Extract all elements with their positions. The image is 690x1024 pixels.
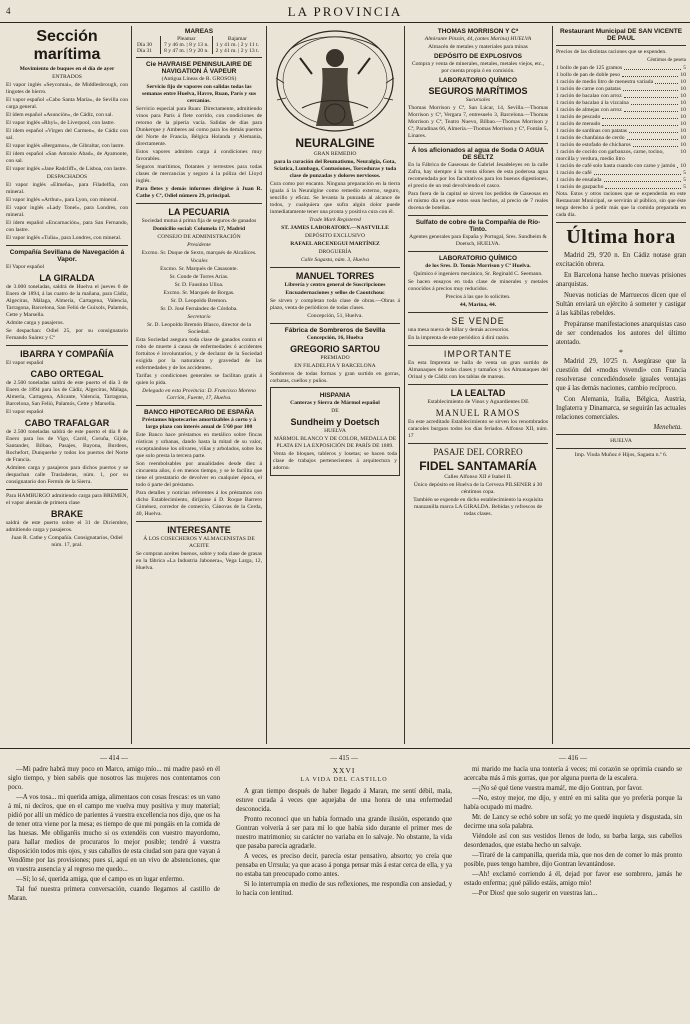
hispania-name: Sundheim y Doetsch	[290, 417, 380, 427]
leader-dots	[622, 72, 678, 77]
news-item: Prepáranse manifestaciones anarquistas caso de ser condenados los autores del último atentado.	[556, 321, 686, 346]
news-list-2	[556, 357, 686, 422]
torres-sub2: Encuadernaciones y sellos de Caoutchouc	[285, 290, 385, 296]
despachado-item: El vapor inglés «Tulia», para Londres, con mineral.	[6, 235, 122, 241]
folletin-paragraph: —Tiraré de la campanilla, querida mía, que nos den de comer lo más pronto posible, pues tengo hambre, dijo Gontran levantándose.	[464, 852, 682, 868]
neuralgine-illustration	[272, 28, 398, 134]
restaurant-col-label: Céntimos de peseta	[647, 58, 686, 63]
ship-trafalgar: CABO TRAFALGAR	[24, 418, 110, 428]
despachado-item: El vapor inglés «Lady Tonel», para Londres, con mineral.	[6, 205, 128, 218]
imprenta-city: HUELVA	[610, 438, 632, 444]
column-ads-2	[270, 26, 400, 744]
price-value: 5	[683, 177, 686, 183]
labq-text2: Se hacen ensayos en toda clase de minerales y metales conocidos á precios muy reducidos.	[408, 279, 548, 292]
folletin-page-number: — 415 —	[330, 754, 358, 762]
sartou-sub2: EN FILADELFIA Y BARCELONA	[294, 363, 376, 369]
folletin-page-number: — 414 —	[100, 754, 128, 762]
entrados-heading: ENTRADOS	[52, 74, 82, 80]
interesante-sub: Á LOS COSECHEROS Y ALMACENISTAS DE ACEITE	[143, 536, 255, 549]
soda-text2: Para fuera de la capital se sirven los pedidos de Gaseosas en el mismo día en que estos sean hechos, al precio de 7 reales docena de botellas.	[408, 191, 548, 211]
restaurant-note: Nota. Estos y otros raciones que se expenderán en este Restaurant Municipal, se servirán al público, sin que éste tenga derecho á pedir más que la comida preparada en cada día.	[556, 191, 686, 218]
neuralgine-agent2: RAFAEL ARCENEGUI MARTÍNEZ	[290, 241, 380, 247]
folletin-column-3	[464, 754, 682, 1020]
price-row	[556, 86, 686, 93]
price-value: 10	[680, 121, 686, 127]
folletin-paragraph: —Sí; lo sé, querida amiga, que el campo es un lugar enfermo.	[16, 876, 184, 883]
neuralgine-lab: ST. JAMES LABORATORY.—NASTVILLE	[281, 225, 389, 231]
price-row	[556, 149, 686, 163]
brake-text: saldrá de este puerto sobre el 31 de Diciembre, admitiendo carga y pasajeros.	[6, 520, 128, 533]
folletin-text	[236, 787, 452, 898]
divider	[556, 222, 686, 223]
price-value: 10	[680, 142, 686, 148]
divider	[408, 312, 548, 313]
morrison-heading: THOMAS MORRISON Y Cª	[437, 28, 519, 35]
ortegal-sub: El vapor español	[6, 409, 44, 415]
price-value: 10	[680, 72, 686, 78]
leader-dots	[623, 86, 679, 91]
banco-text: Este Banco hace préstamos en metálico sobre fincas rústicas y urbanas, dando hasta la mitad de su valor, exceptuándose los olivares, viñas y arbolados, sobre los que solo presta la tercera parte.	[136, 432, 262, 459]
folletin-rule	[0, 748, 690, 749]
price-item: 1 ración de café	[556, 170, 592, 176]
divider	[556, 45, 686, 46]
leader-dots	[602, 114, 678, 119]
banco-sub: Préstamos hipotecarios amortizables á corto y á largo plazo con interés anual de 5'60 por 100	[141, 417, 257, 430]
bajamar-header: Bajamar	[227, 36, 247, 42]
price-row	[556, 121, 686, 128]
giralda-text2: Admite carga y pasajeros.	[6, 320, 64, 326]
leader-dots	[631, 100, 679, 105]
leader-dots	[594, 170, 682, 175]
ship-giralda: LA GIRALDA	[39, 273, 95, 283]
folletin-paragraph: Mr. de Lancy se echó sobre un sofá; yo me quedé inquieta y disgustada, sin decirme una sola palabra.	[464, 814, 682, 830]
price-value: 10	[680, 100, 686, 106]
havraise-agent: Para fletes y demás informes dirigirse á Juan R. Cathe y Cª, Odiel número 29, principal.	[136, 186, 262, 199]
price-row	[556, 107, 686, 114]
column-ads-3	[408, 26, 548, 744]
column-ads-1	[136, 26, 262, 744]
leader-dots	[629, 128, 678, 133]
price-item: 1 bollo de pan de 125 gramos	[556, 65, 623, 71]
trafalgar-text: de 2.500 toneladas saldrá de este puerto el día 8 de Enero para los de Vigo, Carril, Coruña, Gijón, Santander, Bilbao, Pasajes, Bayona, Burdeos, Rochefort, Dunquerke y todos los puertos del Norte de Francia.	[6, 429, 128, 463]
restaurant-intro: Precios de las distintas raciones que se expenden.	[556, 49, 667, 55]
divider	[6, 489, 128, 490]
folletin-column-1	[8, 754, 220, 1020]
havraise-text3: Seguros marítimos, flotantes y terrestres para todas clases de mercancías y seguro á la póliza del Lloyd inglés.	[136, 164, 262, 184]
ybarra-heading: IBARRA Y COMPAÑÍA	[20, 349, 114, 359]
folletin-column-2	[236, 754, 452, 1020]
price-item: 1 ración de café solo hasta cuando con carne y jamón	[556, 163, 676, 169]
ortegal-text: de 2.500 toneladas saldrá de este puerto el día 3 de Enero de 1894 para los de Cádiz, Algeciras, Málaga, Almería, Cartagena, Alicante, Valencia, Tarragona, Barcelona, San Feliú, Palamós, Cette y Marsella.	[6, 380, 128, 407]
banco-text3: Para detalles y noticias referentes á los préstamos con dicho Establecimiento, diríjanse á D. Roque Barrero Giménez, corredor de comercio, Cánovas de la Cerda, 40, Huelva.	[136, 490, 262, 517]
pecuaria-text: Esta Sociedad asegura toda clase de ganados contra el robo de muerte á causa de enfermedades ó accidentes fortuitos é involuntarios, y de declarar de la Sociedad exigida por la naturaleza y gravedad de las enfermedades y de los accidentes.	[136, 337, 262, 371]
divider	[6, 245, 128, 246]
news-item: Con Alemania, Italia, Bélgica, Austria, Inglaterra y Dinamarca, se seguirán las actuales relaciones comerciales.	[556, 396, 686, 421]
seguros-heading: SEGUROS MARÍTIMOS	[428, 86, 528, 96]
leader-dots	[624, 107, 679, 112]
price-row	[556, 93, 686, 100]
price-item: 1 ración de ensalada	[556, 177, 602, 183]
sartou-heading: GREGORIO SARTOU	[290, 344, 380, 354]
interesante-heading: INTERESANTE	[167, 525, 231, 535]
despachados-heading: DESPACHADOS	[46, 174, 88, 180]
pecuaria-sub: Sociedad mutua á prima fija de seguros de ganados	[141, 218, 257, 224]
price-row	[556, 184, 686, 191]
folletin-paragraph: Si lo interrumpía en medio de sus reflexiones, me respondía con ansiedad, y lo hacía con lentitud.	[236, 881, 452, 897]
price-value: 10	[680, 128, 686, 134]
leader-dots	[605, 184, 681, 189]
havraise-heading: Cie HAVRAISE PENINSULAIRE DE NAVIGATION Á VAPEUR	[145, 61, 253, 75]
folletin-paragraph: —Ah! exclamó corriendo á él, dejad por favor ese sombrero, jamás he estado enferma; ¡qué pálido estáis, amigo mío!	[464, 871, 682, 887]
divider	[136, 521, 262, 522]
mareas-heading: MAREAS	[184, 28, 214, 35]
explosivos-heading: DEPÓSITO DE EXPLOSIVOS	[433, 53, 522, 60]
masthead-rule	[0, 22, 690, 23]
pecuaria-consejo: CONSEJO DE ADMINISTRACIÓN	[157, 234, 241, 240]
price-value: 10	[680, 163, 686, 169]
leader-dots	[624, 93, 679, 98]
banco-text2: Son reembolsables por anualidades desde diez á cincuenta años, ó en menos tiempo, y se le facilita que tiene el prestatario de devolver en cualquier época, el todo ó parte del préstamo.	[136, 461, 262, 488]
entrado-item: El ídem español «Virgen del Carmen», de Cádiz con sal.	[6, 128, 128, 141]
chapter-number: XXVI	[332, 766, 356, 775]
folletin-paragraph: A veces, es preciso decir, parecía estar pensativo, absorto; yo creía que pensaba en Urrsula; ya que acaso á ponga pensar más á estar cerca de ella, y ya no estaba tan preocupado como antes.	[236, 853, 452, 878]
page-number: 4	[6, 6, 11, 16]
laboratorio-heading: LABORATORIO QUÍMICO	[438, 77, 518, 84]
news-list	[556, 251, 686, 347]
entrados-list	[6, 82, 128, 173]
banco-heading: BANCO HIPOTECARIO DE ESPAÑA	[143, 409, 255, 416]
leader-dots	[677, 163, 678, 168]
price-item: 1 ración de medio litro de menestra variada	[556, 79, 654, 85]
price-item: 1 ración de bacalao con arroz	[556, 93, 622, 99]
sartou-text: Sombreros de todas formas y gran surtido en gorras, corbatas, cuellos y puños.	[270, 371, 400, 384]
santamaria-text2: También se expende en dicho establecimiento la exquisita manzanilla marca LA GIRALDA. Bebidas y refrescos de todas clases.	[413, 497, 543, 517]
folletin-paragraph: Pronto reconocí que un había formado una grande ilusión, esperando que Gontran volvería á ser para mí lo que había sido durante el primer mes de nuestro matrimonio; su carácter no variaba en lo salvaje. No obstante, la vida que pasaba parecía agradarle.	[236, 816, 452, 850]
price-value: 10	[680, 135, 686, 141]
folletin-paragraph: —Mi padre habrá muy poco en Marco, amigo mío... mi madre pasó en él siglo tiempo, y bien sabéis que nosotros las mujeres nos contentamos con poco.	[8, 766, 220, 791]
secretario: Sr. D. Leopoldo Bremón Blasco, director de la Sociedad.	[146, 322, 252, 335]
neuralgine-trademark: Trade Mark Registered	[309, 217, 361, 223]
hispania-city: HUELVA	[324, 428, 346, 434]
santamaria-sub: Calles Alfonso XII é Isabel II.	[444, 474, 512, 480]
price-value: 10	[680, 93, 686, 99]
divider	[556, 448, 686, 449]
pasaje-heading: PASAJE DEL CORREO	[433, 447, 523, 457]
vende-text2: En la imprenta de este periódico á dirá razón.	[408, 335, 510, 341]
price-item: 1 ración de almejas con arroz	[556, 107, 622, 113]
price-item: 1 ración de chanfaina de cerdo	[556, 135, 625, 141]
tide-row: Día 30 7 y 46 m. | 8 y 13 n. 1 y 41 m. | 2 y 11 t.	[137, 42, 259, 48]
folletin-text	[8, 765, 220, 903]
divider	[408, 215, 548, 216]
despachados-list	[6, 182, 128, 242]
soda-heading: Á los aficionados al agua de Soda O AGUA DE SELTZ	[411, 147, 545, 161]
folletin-paragraph: —Por Dios! que solo sugerir en vuestras lan...	[472, 890, 598, 897]
despachado-item: El vapor inglés «Arthur», para Lyon, con mineral.	[6, 197, 118, 203]
price-value: 5	[683, 170, 686, 176]
morrison-address: Almirante Pinzón, 44, (antes Marina) HUELVA	[424, 36, 532, 42]
labq-heading: LABORATORIO QUÍMICO	[438, 255, 518, 262]
folletin-paragraph: A gran tiempo después de haber llegado á Maran, me sentí débil, mala, estuve curada á veces que aquejaba de una honra de una enfermedad desconocida.	[236, 788, 452, 813]
section-subtitle: Movimiento de buques en el día de ayer	[19, 66, 115, 72]
divider	[136, 57, 262, 58]
importante-text: En esta Imprenta se halla de venta un gran surtido de Almanaques de todas clases y tamaños y los Almanaques del Orinal y de Cádiz con los tablas de mareas.	[408, 360, 548, 380]
divider	[408, 143, 548, 144]
hispania-text2: Venta de bloques, tableros y losetas; se hacen toda clase de trabajos pertenecientes á arquitectura y adorno.	[273, 451, 397, 471]
folletin-paragraph: —¡No sé qué tiene vuestra mamá!, me dijo Gontran, por favor.	[472, 785, 643, 792]
price-item: 1 ración de estofado de chícharos	[556, 142, 631, 148]
sulfato-text: Agentes generales para España y Portugal, Sres. Sundheim & Doetsch, HUELVA.	[409, 234, 547, 247]
vocal-item: Sr. D. José Fernández de Córdoba.	[160, 306, 238, 312]
news-item: Madrid 29, 9'20 n. En Cádiz notase gran excitación obrera.	[556, 252, 686, 268]
divider	[136, 203, 262, 204]
lealtad-heading: LA LEALTAD	[450, 388, 506, 398]
sartou-sub: PREMIADO	[320, 355, 350, 361]
sulfato-heading: Sulfato de cobre de la Compañía de Río-Tinto.	[415, 219, 541, 233]
vocal-item: Sr. Conde de Torres Arias.	[169, 274, 229, 280]
news-item: En Barcelona hanse hecho nuevas prisiones anarquistas.	[556, 272, 686, 288]
ship-ortegal: CABO ORTEGAL	[30, 369, 104, 379]
folletin-paragraph: —No, estoy mejor, me dijo, y entré en mi salita que yo prefería porque la había ocupado mi madre.	[464, 795, 682, 811]
column-news	[556, 26, 686, 744]
news-separator: *	[619, 348, 623, 357]
presidente-label: Presidente	[187, 242, 211, 248]
vocales-label: Vocales	[190, 258, 208, 264]
sucursales-label: Sucursales	[465, 97, 491, 103]
sombreros-heading: Fábrica de Sombreros de Sevilla	[284, 327, 386, 334]
imprenta-text: Imp. Viuda Muñoz é Hijos, Sagasta n.º 6.	[574, 452, 668, 458]
ship-brake: BRAKE	[50, 509, 83, 519]
divider	[556, 434, 686, 435]
vende-heading: SE VENDE	[451, 316, 505, 326]
neuralgine-heading: NEURALGINE	[295, 136, 375, 150]
price-value: 5	[683, 65, 686, 71]
price-item: 1 ración de pescado	[556, 114, 601, 120]
section-title: Sección marítima	[33, 28, 101, 63]
neuralgine-agent3: DROGUERÍA	[318, 249, 352, 255]
neuralgine-agent: DEPÓSITO EXCLUSIVO	[304, 233, 366, 239]
price-row	[556, 79, 686, 86]
ultima-hora-heading: Última hora	[566, 226, 676, 248]
labq-text: Químico é ingeniero mecánico, Sr. Reginald C. Seemann.	[413, 271, 543, 277]
column-rule	[404, 26, 405, 744]
divider	[6, 345, 128, 346]
tides-table	[136, 36, 262, 54]
price-row	[556, 142, 686, 149]
news-signature: Meneheta.	[653, 424, 682, 431]
price-value: 10	[680, 86, 686, 92]
ybarra-sub: El vapor español	[6, 360, 44, 366]
explosivos-text: Compra y venta de minerales, metales, metales viejos, etc., por cuenta propia ó en comisión.	[411, 61, 545, 74]
price-value: 10	[680, 149, 686, 155]
hispania-text: MÁRMOL BLANCO Y DE COLOR, MEDALLA DE PLATA EN LA EXPOSICIÓN DE PARÍS DE 1889.	[273, 436, 397, 449]
leader-dots	[627, 135, 679, 140]
price-row	[556, 100, 686, 107]
newspaper-title: LA PROVINCIA	[287, 4, 403, 19]
neuralgine-text2: Cura como por encanto. Ninguna preparación en la tierra iguala á la Neuralgine como remedio externo, seguro, sencillo y eficaz. Se levanta la punzada al alcance de todos, y cualquiera que sufra algún dolor puede inmediatamente tener una pronta y positiva cura con él.	[270, 181, 400, 215]
interesante-text: Se compran aceites buenos, sobre y toda clase de grasas en la fábrica «La Industria Jabonera», Vega Larga, 12, Huelva.	[136, 551, 262, 571]
hispania-sub2: DE	[331, 408, 339, 414]
news-item: Nuevas noticias de Marruecos dicen que el Sultán enviará un ejército á someter y castigar á las kábilas rebeldes.	[556, 292, 686, 317]
vocal-item: Excmo. Sr. Marqués de Casasonte.	[160, 266, 238, 272]
price-item: 1 ración de gazpacho	[556, 184, 604, 190]
column-rule	[552, 26, 553, 744]
price-item: 1 ración de bacalao á la vizcaína	[556, 100, 629, 106]
santamaria-heading: FIDEL SANTAMARÍA	[419, 459, 537, 473]
vocal-item: Sr. D. Faustino Ulloa.	[174, 282, 224, 288]
leader-dots	[604, 177, 682, 182]
lealtad-sub: Establecimiento de Vinos y Aguardientes DE	[427, 399, 529, 405]
folletin-paragraph: —A vos tosa... mi querida amiga, alimentaos con cosas frescas: es un vano á mí, ni decíros, que en el campo me vuelva muy positiva y muy material; pidió por allí un médico de parientes á vuestra excellencia nos dijo, que os ha de tener otra viene por la mesa; es tiempo de que mi pongáis en la comida de las huesas. Me obligaréis mucho si os extendéis con vuestro mayordomo, para hallar medios de procuraros lo mejor posible; tendré á vuestra disposición todos mis ojos, y sus caballos de esta ciudad son para que vayan á Vendôme por las provisiones; pues sí, aquí en un vivo de abstenciones, que en vuestra ausencia y al regreso me quedo...	[8, 794, 220, 873]
torres-address: Concepción, 51, Huelva.	[307, 313, 363, 319]
folletin-page-number: — 416 —	[559, 754, 587, 762]
sombreros-address: Concepción, 16, Huelva	[306, 335, 364, 341]
price-row	[556, 72, 686, 79]
restaurant-heading: Restaurant Municipal DE SAN VICENTE DE PAUL	[559, 28, 683, 42]
price-row	[556, 128, 686, 135]
pecuaria-agent: Delegado en esta Provincia: D. Francisco Moreno Carrión, Fuente, 17, Huelva.	[142, 388, 256, 401]
price-value: 5	[683, 184, 686, 190]
column-maritime	[6, 26, 128, 744]
price-row	[556, 65, 686, 72]
presidente: Excmo. Sr. Duque de Sexto, marqués de Alcañices.	[141, 250, 257, 256]
price-list	[556, 65, 686, 191]
entrado-item: El vapor inglés «Rhyl», de Liverpool, con lastre.	[6, 120, 116, 126]
divider	[270, 267, 400, 268]
vocales-list	[136, 266, 262, 313]
divider	[408, 345, 548, 346]
tide-row: Día 31 8 y 47 m. | 9 y 20 n. 2 y 41 m. | 2 y 13 t.	[137, 48, 260, 54]
hispania-box	[270, 387, 400, 476]
cia-sub: El Vapor español	[6, 264, 45, 270]
neuralgine-text: para la curación del Reumatismo, Neuralgia, Gota, Sciatica, Lumbago, Contusiones, Torceduras y toda clase de punzadas y dolores nerviosos.	[273, 159, 397, 179]
torres-text: Se sirven y completan toda clase de obras.—Obras á plazo, venta de periódicos de todas clases.	[270, 298, 400, 311]
labq-sub: de los Sres. D. Tomás Morrison y Cª Huelva.	[425, 263, 531, 269]
havraise-service: Servicio fijo de vapores con salidas todas las semanas entre Huelva, Havre, Ruan, París y sus cercanías.	[141, 84, 257, 104]
entrado-item: El ídem español «San Antonio Abad», de Ayamonte, con sal.	[6, 151, 128, 164]
despachado-item: El ídem español «Encarnación», para San Fernando, con lastre.	[6, 220, 128, 233]
hamburgo-text: Para HAMBURGO admitiendo carga para BREMEN, el vapor alemán de primera clase	[6, 493, 128, 506]
price-row	[556, 177, 686, 184]
price-row	[556, 163, 686, 170]
giralda-text: de 3.000 toneladas, saldrá de Huelva el jueves 6 de Enero de 1894, á las cuatro de la mañana, para Cádiz, Algeciras, Málaga, Almería, Cartagena, Valencia, Tarragona, Barcelona, San Feliú de Guixols, Palamós, Cette y Marsella.	[6, 284, 128, 318]
torres-sub: Librería y centro general de Suscripciones	[284, 282, 386, 288]
price-value: 10	[680, 107, 686, 113]
masthead	[0, 0, 690, 24]
price-value: 10	[680, 114, 686, 120]
sucursales-text: Thomas Morrison y Cª, San Lúcar, 14, Sevilla.—Thomas Morrison y Cª, Vergara 7, entresuelo 3, Barcelona.—Thomas Morrison y Cª, Teatro Nuevo, Bilbao.—Thomas Morrison y Cª, Paradinas 66, Almería.—Thomas Morrison y Cª, Fontán 5, Linares.	[408, 105, 548, 139]
pecuaria-text2: Tarifas y condiciones generales se facilitan gratis á quien lo pida.	[136, 373, 262, 386]
folletin-paragraph: Viéndole así con sus vestidos llenos de lodo, su barba larga, sus cabellos desordenados, que estaba hecho un salvaje.	[464, 833, 682, 849]
divider	[408, 251, 548, 252]
vocal-item: Excmo. Sr. Marqués de Borgas.	[163, 290, 235, 296]
neuralgine-sub: GRAN REMEDIO	[313, 151, 357, 157]
divider	[136, 405, 262, 406]
lealtad-name: MANUEL RAMOS	[435, 408, 521, 418]
price-row	[556, 170, 686, 177]
trafalgar-text2: Admiten carga y pasajeros para dichos puertos y se despachan calle Trasladeras, núm. 1, por su consignatario don Fermín de la Sierra.	[6, 465, 128, 485]
pecuaria-heading: LA PECUARIA	[168, 207, 230, 217]
price-value: 10	[680, 79, 686, 85]
price-item: 1 ración de carne con patatas	[556, 86, 621, 92]
folletin-paragraph: Tal fué nuestra primera conversación, cuando llegamos al castillo de Maran.	[8, 886, 220, 902]
havraise-sub: (Antigua Líneas de R. GROSOS)	[161, 76, 237, 82]
labq-text3: Precios á las que lo soliciten.	[445, 294, 511, 300]
chapter-title: LA VIDA DEL CASTILLO	[300, 777, 388, 783]
folletin-text	[464, 765, 682, 898]
price-row	[556, 135, 686, 142]
entrado-item: El vapor inglés «Seycomai», de Middlesbrough, con lingotes de hierro.	[6, 82, 128, 95]
leader-dots	[624, 65, 681, 70]
price-row	[556, 114, 686, 121]
entrado-item: El vapor inglés «Bergamos», de Gibraltar, con lastre.	[6, 143, 125, 149]
giralda-agent: Se despachan: Odiel 25, por su consignatario Fernando Suárez y Cª	[6, 328, 128, 341]
neuralgine-address: Calle Sagasta, núm. 3, Huelva	[300, 257, 370, 263]
column-rule	[266, 26, 267, 744]
leader-dots	[602, 121, 678, 126]
price-item: 1 ración de cocido con garbanzos, carne, tocino, morcilla y verdura, medio litro	[556, 149, 664, 162]
leader-dots	[633, 142, 679, 147]
column-rule	[131, 26, 132, 744]
santamaria-text: Único depósito en Huelva de la Cerveza PILSENER á 30 céntimos copa.	[413, 482, 543, 495]
morrison-text: Almacén de metales y materiales para minas	[428, 44, 528, 50]
entrado-item: El ídem español «Asunción», de Cádiz, con sal.	[6, 112, 113, 118]
leader-dots	[655, 79, 678, 84]
pecuaria-address: Domicilio social: Columela 17, Madrid	[152, 226, 246, 232]
divider	[270, 323, 400, 324]
entrado-item: El vapor inglés «Jane Radcliff», de Lisboa, con lastre.	[6, 166, 127, 172]
despachado-item: El vapor inglés «Elmeña», para Filadelfia, con mineral.	[6, 182, 128, 195]
price-item: 1 ración de menudo	[556, 121, 601, 127]
lealtad-text: En este acreditado Establecimiento se sirven los renombrados caracoles burgaos todos los días feriados. Alfonso XII, núm. 17	[408, 419, 548, 439]
entrado-item: El vapor español «Cabo Santa María», de Sevilla con carga general.	[6, 97, 128, 110]
labq-address: 44, Marina, 44.	[459, 302, 497, 308]
importante-heading: IMPORTANTE	[443, 349, 513, 359]
hispania-heading: HISPANIA	[319, 392, 351, 399]
divider	[408, 443, 548, 444]
divider	[408, 384, 548, 385]
cia-heading: Compañía Sevillana de Navegación á Vapor.	[9, 249, 125, 263]
soda-text: En la Fábrica de Gaseosas de Gabriel Jesadeleyes en la calle Zafra, hay siempre á la venta sifones de esta poderosa agua recomendada por los facultativos para los buenos digestiones, el precio de un real devolviendo el casco.	[408, 162, 548, 189]
havraise-text: Servicio especial para Ruan: Directamente, admitiendo vinos para París á flete corrido, con condiciones de retorno de la pipería vacía. Salidas de días para Dunkerque y Amberes así como para los demás puertos del Norte de Francia, Bélgica Holanda y Alemania, directamente.	[136, 106, 262, 147]
vende-text: una mesa nueva de billar y demás accesorios.	[408, 327, 510, 333]
pleamar-header: Pleamar	[161, 36, 213, 42]
price-item: 1 bollo de pan de doble peso	[556, 72, 621, 78]
havraise-text2: Estos vapores admiten carga á condiciones muy favorables.	[136, 149, 262, 162]
vocal-item: Sr. D. Leopoldo Bremon.	[170, 298, 228, 304]
brake-agent: Juan R. Cathe y Compañía. Consignatarios, Odiel núm. 17, pral.	[11, 535, 123, 548]
torres-heading: MANUEL TORRES	[295, 271, 375, 281]
secretario-label: Secretario	[187, 314, 211, 320]
price-item: 1 ración de sardinas con patatas	[556, 128, 627, 134]
news-item: Madrid 29, 10'25 n. Asegúrase que la cuestión del «modus vivendi» con Francia resolverase concediéndosele iguales ventajas que á las demás naciones, cambio recíproco.	[556, 358, 686, 392]
folletin-paragraph: mi marido me hacía una tontería á veces; mi corazón se oprimía cuando se acercaba más á mis gorras, que por alguna puerta de la escalera.	[464, 766, 682, 782]
hispania-sub: Canteras y Sierra de Mármol español	[290, 400, 380, 406]
